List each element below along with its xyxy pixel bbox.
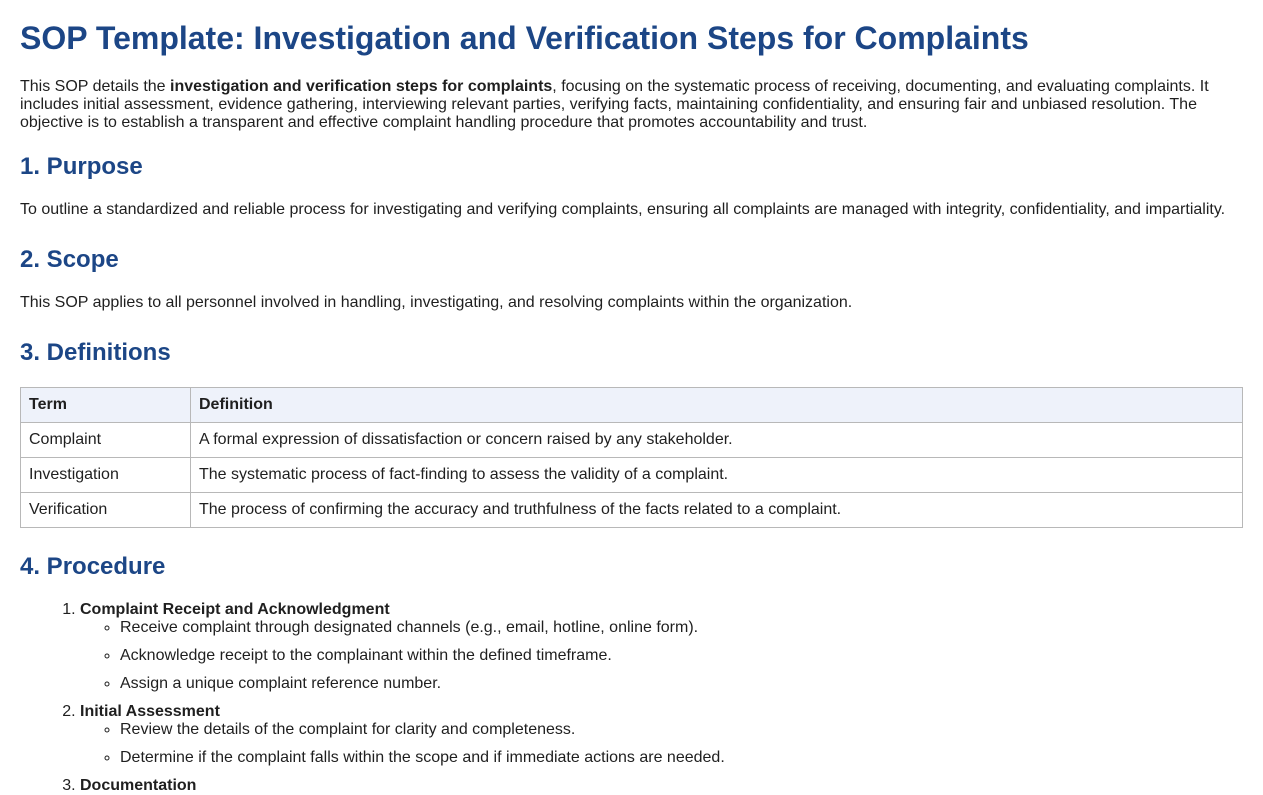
table-row xyxy=(21,458,1243,493)
procedure-step xyxy=(80,601,1243,693)
page-title: SOP Template: Investigation and Verification Steps for Complaints xyxy=(20,20,1029,56)
column-header-term: Term xyxy=(21,388,191,423)
intro-text-start: This SOP details the xyxy=(20,78,170,95)
procedure-step xyxy=(80,703,1243,767)
intro-paragraph xyxy=(20,78,1243,132)
table-row xyxy=(21,493,1243,528)
step-substeps xyxy=(80,721,1243,767)
definition-cell: The process of confirming the accuracy and truthfulness of the facts related to a complaint. xyxy=(191,493,1243,528)
list-item: ◦ Review the details of the complaint for clarity and completeness. xyxy=(120,721,1243,739)
intro-text-bold: investigation and verification steps for complaints xyxy=(170,78,553,95)
definition-cell: The systematic process of fact-finding to assess the validity of a complaint. xyxy=(191,458,1243,493)
scope-heading: 2. Scope xyxy=(20,246,119,273)
list-item: ◦ Assign a unique complaint reference number. xyxy=(120,675,1243,693)
term-cell: Investigation xyxy=(21,458,191,493)
procedure-step xyxy=(80,777,1243,795)
scope-text: This SOP applies to all personnel involved in handling, investigating, and resolving complaints within the organization. xyxy=(20,294,853,311)
step-title: Complaint Receipt and Acknowledgment xyxy=(80,601,390,618)
purpose-text: To outline a standardized and reliable process for investigating and verifying complaints, ensuring all complaints are managed with integrity, confidentiality, and impartiality. xyxy=(20,201,1226,218)
step-substeps xyxy=(80,619,1243,693)
list-item: ◦ Receive complaint through designated channels (e.g., email, hotline, online form). xyxy=(120,619,1243,637)
definition-cell: A formal expression of dissatisfaction or concern raised by any stakeholder. xyxy=(191,423,1243,458)
list-item: ◦ Acknowledge receipt to the complainant within the defined timeframe. xyxy=(120,647,1243,665)
column-header-definition: Definition xyxy=(191,388,1243,423)
step-title: Documentation xyxy=(80,777,197,794)
table-header-row xyxy=(21,388,1243,423)
purpose-heading: 1. Purpose xyxy=(20,153,143,180)
procedure-heading: 4. Procedure xyxy=(20,553,166,580)
intro-text-end: , focusing on the systematic process of receiving, documenting, and evaluating complaints. It includes initial assessment, evidence gathering, interviewing relevant parties, verifying facts, maintaining confidentiality, and ensuring fair and unbiased resolution. The objective is to establish a transparent and effective complaint handling procedure that promotes accountability and trust. xyxy=(20,78,1209,131)
step-title: Initial Assessment xyxy=(80,703,220,720)
definitions-heading: 3. Definitions xyxy=(20,339,171,366)
term-cell: Complaint xyxy=(21,423,191,458)
table-row xyxy=(21,423,1243,458)
list-item: ◦ Determine if the complaint falls within the scope and if immediate actions are needed. xyxy=(120,749,1243,767)
term-cell: Verification xyxy=(21,493,191,528)
procedure-steps xyxy=(20,601,1243,795)
definitions-table xyxy=(20,387,1243,528)
